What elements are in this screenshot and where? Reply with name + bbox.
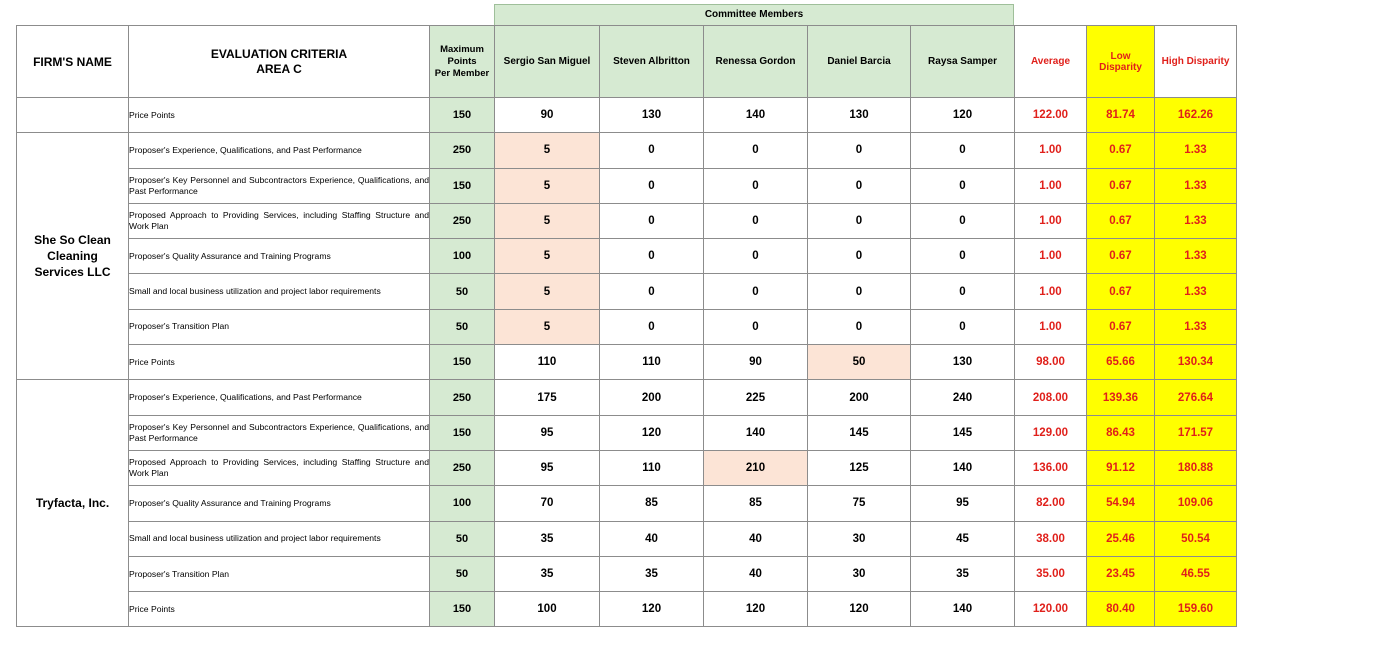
average-value: 129.00 [1015,415,1087,450]
criterion-label: Proposer's Transition Plan [129,556,430,591]
member-score: 0 [808,309,911,344]
max-points: 50 [430,556,495,591]
member-score: 0 [704,133,808,168]
average-value: 35.00 [1015,556,1087,591]
max-points: 100 [430,239,495,274]
member-score: 0 [600,309,704,344]
table-row [17,203,1237,238]
criterion-label: Proposer's Transition Plan [129,309,430,344]
member-score: 5 [495,133,600,168]
firm-name-cell [17,133,129,380]
high-disparity-value: 159.60 [1155,592,1237,627]
table-row [17,380,1237,415]
firm-name-line: Tryfacta, Inc. [35,496,110,511]
member-score: 145 [911,415,1015,450]
high-disparity-value: 180.88 [1155,450,1237,485]
member-score: 0 [600,239,704,274]
member-score: 0 [808,168,911,203]
member-score: 140 [911,450,1015,485]
average-value: 1.00 [1015,133,1087,168]
criterion-label: Proposer's Quality Assurance and Training Programs [129,486,430,521]
member-score: 90 [495,98,600,133]
high-disparity-value: 171.57 [1155,415,1237,450]
max-points: 250 [430,380,495,415]
average-value: 1.00 [1015,168,1087,203]
member-score: 0 [911,274,1015,309]
member-score: 0 [911,203,1015,238]
criterion-label: Price Points [129,592,430,627]
high-disparity-value: 1.33 [1155,309,1237,344]
average-header: Average [1015,26,1087,98]
member-score: 0 [600,274,704,309]
low-disparity-value: 0.67 [1087,133,1155,168]
firm-name-line: Cleaning [47,249,98,264]
low-header-line1: Low [1110,50,1131,62]
member-score: 110 [600,345,704,380]
member-score: 5 [495,239,600,274]
high-disparity-value: 1.33 [1155,133,1237,168]
max-points-header [430,26,495,98]
firm-name-line: Services LLC [34,265,111,280]
max-points: 50 [430,521,495,556]
member-score: 35 [495,521,600,556]
high-disparity-value: 1.33 [1155,239,1237,274]
average-value: 1.00 [1015,309,1087,344]
member-score: 145 [808,415,911,450]
criterion-label: Price Points [129,345,430,380]
member-score: 0 [704,239,808,274]
member-score: 0 [911,309,1015,344]
member-score: 0 [704,274,808,309]
average-value: 1.00 [1015,274,1087,309]
member-score: 110 [495,345,600,380]
member-score: 0 [808,239,911,274]
member-score: 0 [704,168,808,203]
average-value: 1.00 [1015,203,1087,238]
member-score: 130 [808,98,911,133]
member-score: 35 [600,556,704,591]
header-row [17,26,1237,98]
low-disparity-value: 0.67 [1087,309,1155,344]
criteria-header-line2: AREA C [256,61,302,76]
member-score: 30 [808,521,911,556]
high-disparity-value: 109.06 [1155,486,1237,521]
member-score: 130 [911,345,1015,380]
low-disparity-value: 0.67 [1087,168,1155,203]
member-score: 120 [600,415,704,450]
member-header: Daniel Barcia [808,26,911,98]
low-disparity-value: 80.40 [1087,592,1155,627]
low-disparity-value: 0.67 [1087,239,1155,274]
low-disparity-value: 86.43 [1087,415,1155,450]
table-row [17,450,1237,485]
member-header: Steven Albritton [600,26,704,98]
member-score: 120 [600,592,704,627]
high-disparity-header: High Disparity [1155,26,1237,98]
average-value: 120.00 [1015,592,1087,627]
max-header-line1: Maximum [440,43,484,55]
low-header-line2: Disparity [1099,61,1142,73]
max-header-line3: Per Member [434,67,490,79]
member-score: 5 [495,168,600,203]
member-score: 45 [911,521,1015,556]
criterion-label: Proposer's Quality Assurance and Training Programs [129,239,430,274]
member-score: 0 [600,203,704,238]
table-row [17,274,1237,309]
member-score: 0 [808,203,911,238]
member-score: 95 [495,415,600,450]
member-score: 5 [495,309,600,344]
member-header: Renessa Gordon [704,26,808,98]
member-score: 0 [600,133,704,168]
low-disparity-value: 65.66 [1087,345,1155,380]
member-score: 40 [600,521,704,556]
max-points: 150 [430,592,495,627]
criterion-label: Small and local business utilization and project labor requirements [129,274,430,309]
table-row [17,521,1237,556]
member-score: 200 [808,380,911,415]
member-score: 140 [704,415,808,450]
member-score: 50 [808,345,911,380]
average-value: 208.00 [1015,380,1087,415]
member-header: Raysa Samper [911,26,1015,98]
member-score: 0 [911,168,1015,203]
member-score: 0 [808,274,911,309]
member-score: 75 [808,486,911,521]
high-disparity-value: 1.33 [1155,168,1237,203]
member-score: 40 [704,521,808,556]
table-row [17,592,1237,627]
member-score: 210 [704,450,808,485]
average-value: 136.00 [1015,450,1087,485]
table-row [17,486,1237,521]
evaluation-table [16,25,1237,627]
max-points: 150 [430,98,495,133]
member-score: 95 [495,450,600,485]
table-row [17,98,1237,133]
table-row [17,309,1237,344]
table-row [17,556,1237,591]
low-disparity-header [1087,26,1155,98]
firm-name-cell [17,98,129,133]
member-score: 95 [911,486,1015,521]
criterion-label: Proposed Approach to Providing Services, including Staffing Structure and Work Plan [129,450,430,485]
member-score: 120 [808,592,911,627]
member-score: 0 [600,168,704,203]
max-points: 250 [430,450,495,485]
member-score: 85 [704,486,808,521]
table-row [17,168,1237,203]
low-disparity-value: 81.74 [1087,98,1155,133]
low-disparity-value: 0.67 [1087,203,1155,238]
max-points: 250 [430,133,495,168]
member-score: 110 [600,450,704,485]
max-points: 150 [430,168,495,203]
member-score: 125 [808,450,911,485]
high-disparity-value: 162.26 [1155,98,1237,133]
low-disparity-value: 23.45 [1087,556,1155,591]
member-score: 0 [704,309,808,344]
firm-name-cell [17,380,129,627]
firm-name-line: She So Clean [34,233,111,248]
average-value: 38.00 [1015,521,1087,556]
table-row [17,345,1237,380]
member-score: 240 [911,380,1015,415]
member-score: 85 [600,486,704,521]
criterion-label: Proposed Approach to Providing Services, including Staffing Structure and Work Plan [129,203,430,238]
member-header: Sergio San Miguel [495,26,600,98]
member-score: 40 [704,556,808,591]
criterion-label: Proposer's Experience, Qualifications, and Past Performance [129,133,430,168]
max-header-line2: Points [447,55,477,67]
max-points: 250 [430,203,495,238]
member-score: 0 [704,203,808,238]
member-score: 100 [495,592,600,627]
member-score: 120 [911,98,1015,133]
low-disparity-value: 139.36 [1087,380,1155,415]
low-disparity-value: 25.46 [1087,521,1155,556]
criteria-header-line1: EVALUATION CRITERIA [210,46,348,61]
average-value: 122.00 [1015,98,1087,133]
table-row [17,133,1237,168]
table-row [17,239,1237,274]
member-score: 140 [911,592,1015,627]
average-value: 1.00 [1015,239,1087,274]
high-disparity-value: 1.33 [1155,203,1237,238]
member-score: 130 [600,98,704,133]
member-score: 200 [600,380,704,415]
member-score: 35 [495,556,600,591]
high-disparity-value: 46.55 [1155,556,1237,591]
criterion-label: Price Points [129,98,430,133]
member-score: 225 [704,380,808,415]
member-score: 70 [495,486,600,521]
average-value: 82.00 [1015,486,1087,521]
low-disparity-value: 91.12 [1087,450,1155,485]
firm-name-header: FIRM'S NAME [17,26,129,98]
max-points: 150 [430,415,495,450]
member-score: 30 [808,556,911,591]
criterion-label: Proposer's Experience, Qualifications, and Past Performance [129,380,430,415]
low-disparity-value: 0.67 [1087,274,1155,309]
high-disparity-value: 276.64 [1155,380,1237,415]
max-points: 50 [430,309,495,344]
member-score: 5 [495,274,600,309]
committee-members-header: Committee Members [494,4,1014,25]
max-points: 50 [430,274,495,309]
max-points: 150 [430,345,495,380]
criteria-header [129,26,430,98]
member-score: 90 [704,345,808,380]
table-row [17,415,1237,450]
low-disparity-value: 54.94 [1087,486,1155,521]
high-disparity-value: 1.33 [1155,274,1237,309]
criterion-label: Small and local business utilization and project labor requirements [129,521,430,556]
average-value: 98.00 [1015,345,1087,380]
high-disparity-value: 50.54 [1155,521,1237,556]
member-score: 0 [911,133,1015,168]
member-score: 0 [808,133,911,168]
member-score: 0 [911,239,1015,274]
high-disparity-value: 130.34 [1155,345,1237,380]
member-score: 140 [704,98,808,133]
member-score: 5 [495,203,600,238]
member-score: 120 [704,592,808,627]
criterion-label: Proposer's Key Personnel and Subcontractors Experience, Qualifications, and Past Performance [129,415,430,450]
max-points: 100 [430,486,495,521]
member-score: 175 [495,380,600,415]
member-score: 35 [911,556,1015,591]
criterion-label: Proposer's Key Personnel and Subcontractors Experience, Qualifications, and Past Performance [129,168,430,203]
